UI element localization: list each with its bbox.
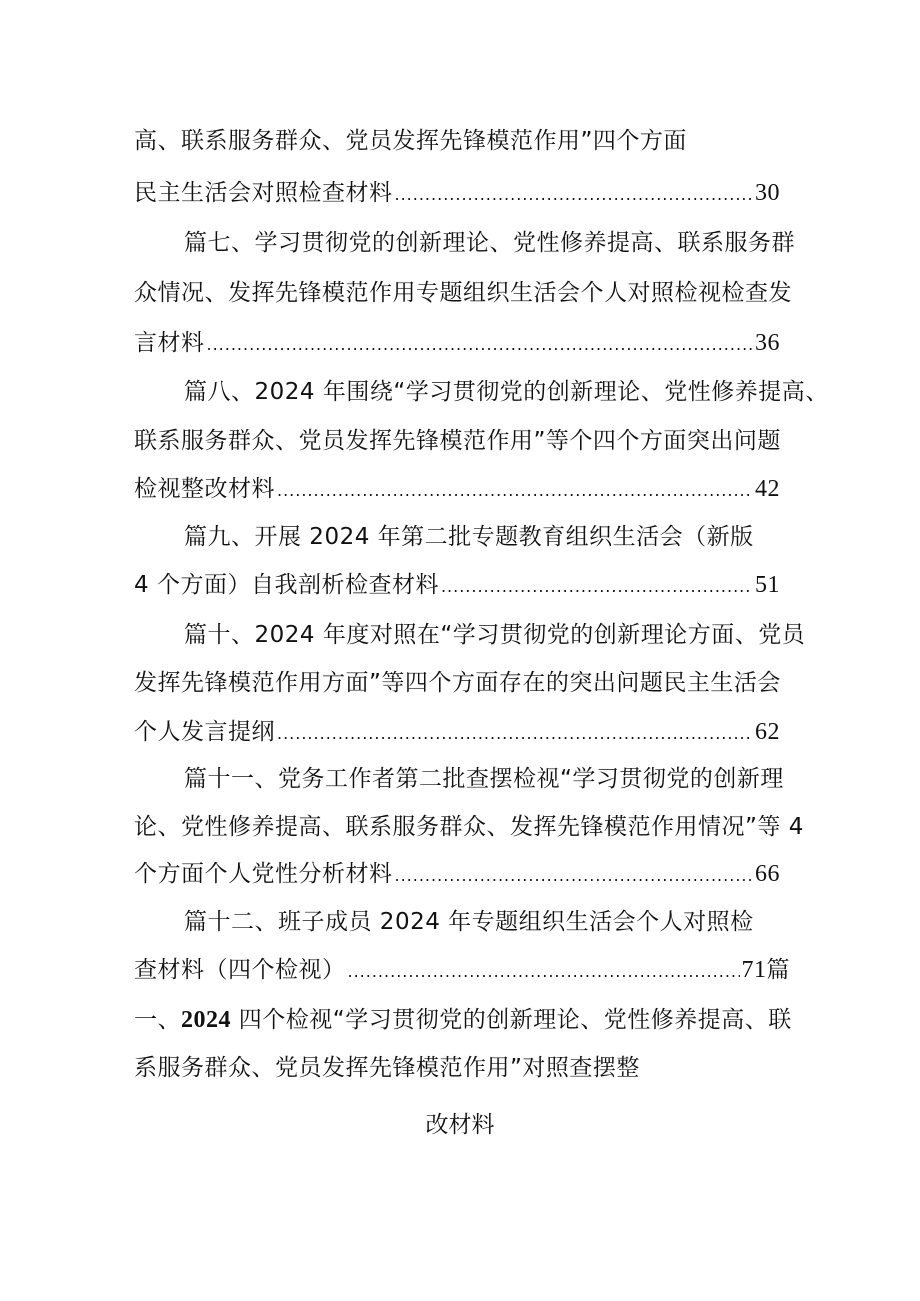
toc-entry-7-line-1: 篇七、学习贯彻党的创新理论、党性修养提高、联系服务群 xyxy=(184,230,795,256)
dot-leader xyxy=(395,859,754,893)
toc-entry-7-line-3: 言材料 xyxy=(134,330,205,356)
toc-entry-12-line-1: 篇十二、班子成员 2024 年专题组织生活会个人对照检 xyxy=(184,909,754,935)
toc-entry-12-trail: 篇 xyxy=(766,957,790,983)
toc-entry-8-line-3: 检视整改材料 xyxy=(134,476,275,502)
toc-entry-12-line-2: 查材料（四个检视） xyxy=(134,957,346,983)
body-title-line-1 xyxy=(134,1003,792,1037)
toc-entry-12-leader-line xyxy=(134,953,790,987)
toc-entry-6-page: 30 xyxy=(755,180,780,206)
toc-entry-9-leader-line xyxy=(134,568,780,602)
toc-entry-8-page: 42 xyxy=(755,476,780,502)
dot-leader xyxy=(277,717,753,751)
toc-entry-9-line-1: 篇九、开展 2024 年第二批专题教育组织生活会（新版 xyxy=(184,524,754,550)
dot-leader xyxy=(441,570,753,604)
dot-leader xyxy=(395,178,754,212)
toc-entry-10-page: 62 xyxy=(755,719,780,745)
toc-entry-10-line-2: 发挥先锋模范作用方面”等四个方面存在的突出问题民主生活会 xyxy=(134,670,781,696)
dot-leader xyxy=(207,328,754,362)
toc-entry-11-line-3: 个方面个人党性分析材料 xyxy=(134,861,393,887)
toc-entry-8-line-1: 篇八、2024 年围绕“学习贯彻党的创新理论、党性修养提高、 xyxy=(184,379,829,405)
toc-entry-9-line-2: 4 个方面）自我剖析检查材料 xyxy=(134,572,439,598)
toc-entry-6-line-1: 高、联系服务群众、党员发挥先锋模范作用”四个方面 xyxy=(134,128,687,154)
toc-entry-9-page: 51 xyxy=(755,572,780,598)
toc-entry-7-leader-line xyxy=(134,326,780,360)
body-title-line-2: 系服务群众、党员发挥先锋模范作用”对照查摆整 xyxy=(134,1055,640,1081)
toc-entry-11-line-2: 论、党性修养提高、联系服务群众、发挥先锋模范作用情况”等 4 xyxy=(134,814,804,840)
toc-entry-8-leader-line xyxy=(134,472,780,506)
dot-leader xyxy=(348,955,740,989)
toc-entry-6-leader-line xyxy=(134,176,780,210)
toc-entry-11-line-1: 篇十一、党务工作者第二批查摆检视“学习贯彻党的创新理 xyxy=(184,766,784,792)
body-title-prefix: 一、 xyxy=(134,1007,181,1033)
toc-entry-7-line-2: 众情况、发挥先锋模范作用专题组织生活会个人对照检视检查发 xyxy=(134,280,792,306)
toc-entry-8-line-2: 联系服务群众、党员发挥先锋模范作用”等个四个方面突出问题 xyxy=(134,428,781,454)
toc-entry-12-page: 71 xyxy=(741,957,767,983)
body-title-year: 2024 xyxy=(181,1007,231,1033)
toc-entry-10-line-1: 篇十、2024 年度对照在“学习贯彻党的创新理论方面、党员 xyxy=(184,622,806,648)
body-title-rest: 四个检视“学习贯彻党的创新理论、党性修养提高、联 xyxy=(231,1007,792,1033)
body-title-line-3: 改材料 xyxy=(425,1112,495,1138)
dot-leader xyxy=(277,474,753,508)
toc-entry-10-leader-line xyxy=(134,715,780,749)
toc-entry-6-line-2: 民主生活会对照检查材料 xyxy=(134,180,393,206)
toc-entry-11-leader-line xyxy=(134,857,780,891)
toc-entry-11-page: 66 xyxy=(755,861,780,887)
toc-entry-7-page: 36 xyxy=(755,330,780,356)
toc-entry-10-line-3: 个人发言提纲 xyxy=(134,719,275,745)
